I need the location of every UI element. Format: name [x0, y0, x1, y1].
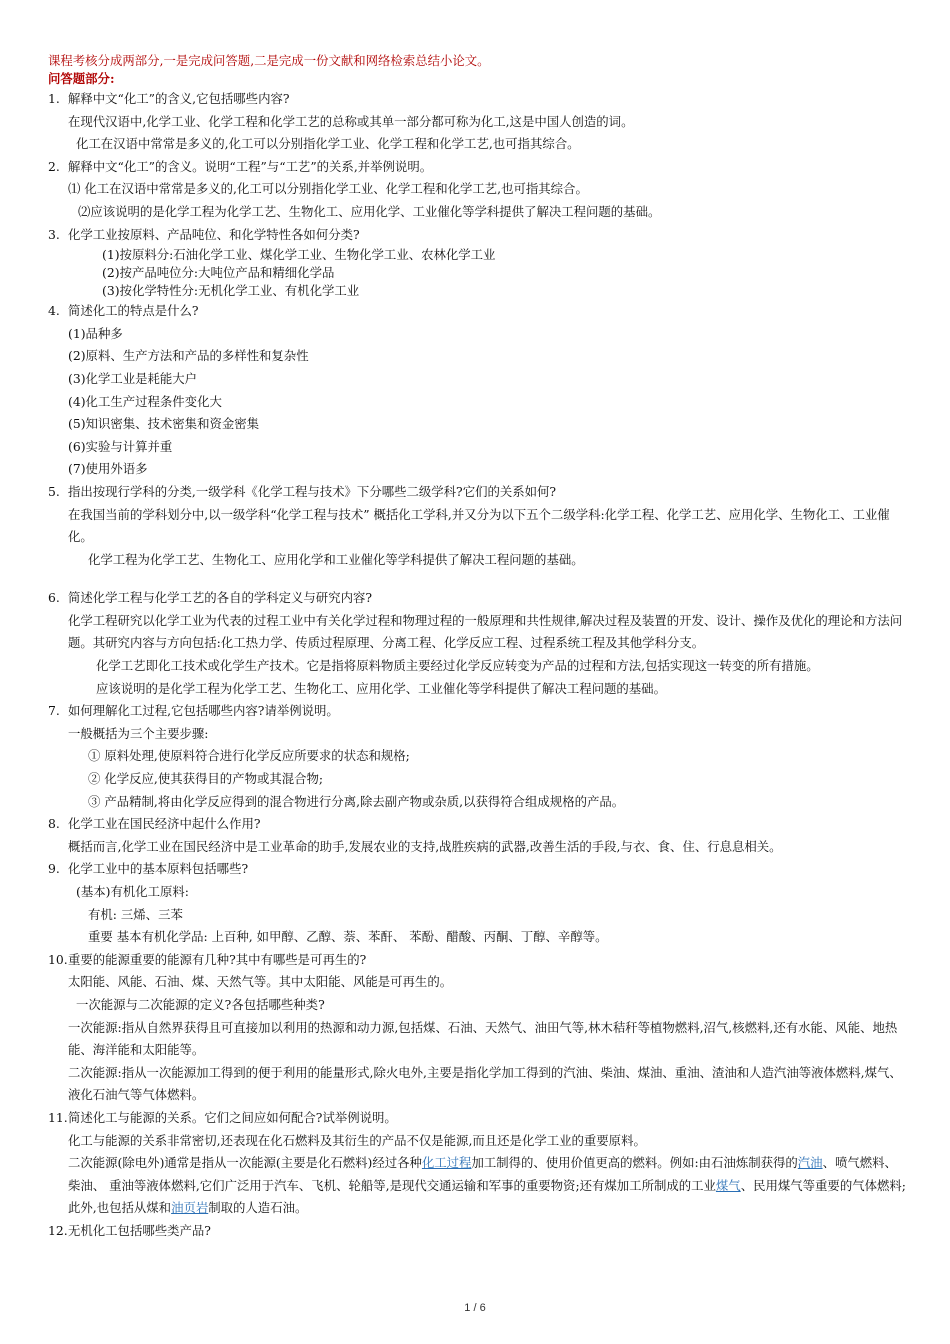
answer-paragraph: 在我国当前的学科划分中,以一级学科“化学工程与技术” 概括化工学科,并又分为以下五个二级学科:化学工程、化学工艺、应用化学、生物化工、工业催化。	[68, 506, 890, 545]
spacer	[48, 571, 908, 587]
answer-paragraph: 太阳能、风能、石油、煤、天然气等。其中太阳能、风能是可再生的。	[68, 974, 453, 990]
question-text: 解释中文“化工”的含义,它包括哪些内容?	[68, 91, 290, 106]
answer-paragraph: 化学工艺即化工技术或化学生产技术。它是指将原料物质主要经过化学反应转变为产品的过程和方法,包括实现这一转变的所有措施。	[96, 658, 819, 674]
question-text: 简述化学工程与化学工艺的各自的学科定义与研究内容?	[68, 590, 373, 606]
answer-paragraph: 化学工程为化学工艺、生物化工、应用化学和工业催化等学科提供了解决工程问题的基础。	[88, 551, 584, 567]
list-item: (6)实验与计算并重	[68, 438, 173, 454]
answer-paragraph: 重要 基本有机化学品: 上百种, 如甲醇、乙醇、萘、苯酐、 苯酚、醋酸、丙酮、丁醇、辛醇等。	[88, 929, 608, 945]
list-item: ② 化学反应,使其获得目的产物或其混合物;	[88, 771, 324, 787]
answer-paragraph: 在现代汉语中,化学工业、化学工程和化学工艺的总称或其单一部分都可称为化工,这是中国人创造的词。	[68, 113, 634, 129]
question-12: 12.无机化工包括哪些类产品?	[48, 1222, 211, 1238]
intro	[48, 52, 908, 88]
list-item: (7)使用外语多	[68, 461, 148, 477]
question-6: 6. 简述化学工程与化学工艺的各自的学科定义与研究内容?	[48, 590, 373, 606]
question-4: 4. 简述化工的特点是什么?	[48, 303, 199, 319]
question-11: 11.简述化工与能源的关系。它们之间应如何配合?试举例说明。	[48, 1109, 397, 1125]
answer-paragraph: 有机: 三烯、三苯	[88, 906, 183, 922]
question-text: 简述化工的特点是什么?	[68, 303, 199, 319]
list-item: (3)按化学特性分:无机化学工业、有机化学工业	[102, 283, 360, 299]
section-heading: 问答题部分:	[48, 71, 115, 86]
list-item: (1)品种多	[68, 325, 123, 341]
question-2: 2. 解释中文“化工”的含义。说明“工程”与“工艺”的关系,并举例说明。	[48, 158, 433, 174]
question-text: 指出按现行学科的分类,一级学科《化学工程与技术》下分哪些二级学科?它们的关系如何?	[68, 483, 557, 499]
question-7: 7. 如何理解化工过程,它包括哪些内容?请举例说明。	[48, 703, 339, 719]
answer-paragraph: ⑵应该说明的是化学工程为化学工艺、生物化工、应用化学、工业催化等学科提供了解决工程问题的基础。	[78, 203, 661, 219]
link-gasoline[interactable]: 汽油	[797, 1155, 823, 1171]
question-text: 无机化工包括哪些类产品?	[68, 1222, 211, 1238]
answer-paragraph: 化学工程研究以化学工业为代表的过程工业中有关化学过程和物理过程的一般原理和共性规律,解决过程及装置的开发、设计、操作及优化的理论和方法问题。其研究内容与方向包括:化工热力学、传质过程原理、分离工程、化学反应工程、过程系统工程及其他学科分支。	[68, 612, 903, 651]
answer-paragraph: (基本)有机化工原料:	[76, 884, 189, 899]
answer-paragraph: 一次能源与二次能源的定义?各包括哪些种类?	[76, 996, 325, 1012]
question-text: 重要的能源重要的能源有几种?其中有哪些是可再生的?	[68, 951, 367, 967]
answer-paragraph: 一般概括为三个主要步骤:	[68, 725, 209, 741]
question-text: 化学工业在国民经济中起什么作用?	[68, 816, 261, 832]
link-oil-shale[interactable]: 油页岩	[171, 1200, 209, 1216]
question-10: 10.重要的能源重要的能源有几种?其中有哪些是可再生的?	[48, 951, 367, 967]
list-item: (3)化学工业是耗能大户	[68, 370, 198, 386]
answer-paragraph: 二次能源:指从一次能源加工得到的便于利用的能量形式,除火电外,主要是指化学加工得到的汽油、柴油、煤油、重油、渣油和人造汽油等液体燃料,煤气、液化石油气等气体燃料。	[68, 1064, 902, 1103]
question-3: 3. 化学工业按原料、产品吨位、和化学特性各如何分类?	[48, 226, 360, 242]
list-item: (5)知识密集、技术密集和资金密集	[68, 416, 260, 432]
page-number: 1 / 6	[464, 1302, 486, 1314]
list-item: ③ 产品精制,将由化学反应得到的混合物进行分离,除去副产物或杂质,以获得符合组成规格的产品。	[88, 793, 625, 809]
intro-line: 课程考核分成两部分,一是完成问答题,二是完成一份文献和网络检索总结小论文。	[48, 53, 490, 68]
answer-paragraph: 二次能源(除电外)通常是指从一次能源(主要是化石燃料)经过各种化工过程加工制得的、使用价值更高的燃料。例如:由石油炼制获得的汽油、喷气燃料、 柴油、 重油等液体燃料,它们广泛用于汽车、飞机、轮船等,是现代交通运输和军事的重要物资;还有煤加工所制成的工业煤气、民用煤气等重要的气体燃料;此外,也包括从煤和油页岩制取的人造石油。	[68, 1155, 906, 1216]
page-content	[48, 52, 908, 1243]
question-text: 如何理解化工过程,它包括哪些内容?请举例说明。	[68, 703, 339, 719]
list-item: ① 原料处理,使原料符合进行化学反应所要求的状态和规格;	[88, 748, 410, 764]
list-item: (2)按产品吨位分:大吨位产品和精细化学品	[102, 265, 335, 281]
list-item: (1)按原料分:石油化学工业、煤化学工业、生物化学工业、农林化学工业	[102, 247, 496, 263]
link-coal-gas[interactable]: 煤气	[715, 1177, 741, 1193]
question-8: 8. 化学工业在国民经济中起什么作用?	[48, 816, 261, 832]
question-text: 解释中文“化工”的含义。说明“工程”与“工艺”的关系,并举例说明。	[68, 158, 433, 174]
question-text: 化学工业中的基本原料包括哪些?	[68, 861, 249, 877]
list-item: (2)原料、生产方法和产品的多样性和复杂性	[68, 348, 309, 364]
answer-paragraph: 一次能源:指从自然界获得且可直接加以利用的热源和动力源,包括煤、石油、天然气、油田气等,林木秸秆等植物燃料,沼气,核燃料,还有水能、风能、地热能、海洋能和太阳能等。	[68, 1019, 898, 1058]
answer-paragraph: 应该说明的是化学工程为化学工艺、生物化工、应用化学、工业催化等学科提供了解决工程问题的基础。	[96, 680, 666, 696]
answer-paragraph: 概括而言,化学工业在国民经济中是工业革命的助手,发展农业的支持,战胜疾病的武器,改善生活的手段,与衣、食、住、行息息相关。	[68, 838, 782, 854]
link-chemical-process[interactable]: 化工过程	[421, 1155, 472, 1171]
question-5: 5. 指出按现行学科的分类,一级学科《化学工程与技术》下分哪些二级学科?它们的关系如何?	[48, 483, 557, 499]
question-1: 1. 解释中文“化工”的含义,它包括哪些内容?	[48, 91, 290, 106]
answer-paragraph: 化工与能源的关系非常密切,还表现在化石燃料及其衍生的产品不仅是能源,而且还是化学工业的重要原料。	[68, 1132, 646, 1148]
answer-paragraph: 化工在汉语中常常是多义的,化工可以分别指化学工业、化学工程和化学工艺,也可指其综合。	[76, 136, 580, 152]
question-text: 简述化工与能源的关系。它们之间应如何配合?试举例说明。	[68, 1109, 397, 1125]
question-9: 9. 化学工业中的基本原料包括哪些?	[48, 861, 249, 877]
list-item: (4)化工生产过程条件变化大	[68, 393, 222, 409]
answer-paragraph: ⑴ 化工在汉语中常常是多义的,化工可以分别指化学工业、化学工程和化学工艺,也可指其综合。	[68, 181, 588, 197]
question-text: 化学工业按原料、产品吨位、和化学特性各如何分类?	[68, 226, 360, 242]
